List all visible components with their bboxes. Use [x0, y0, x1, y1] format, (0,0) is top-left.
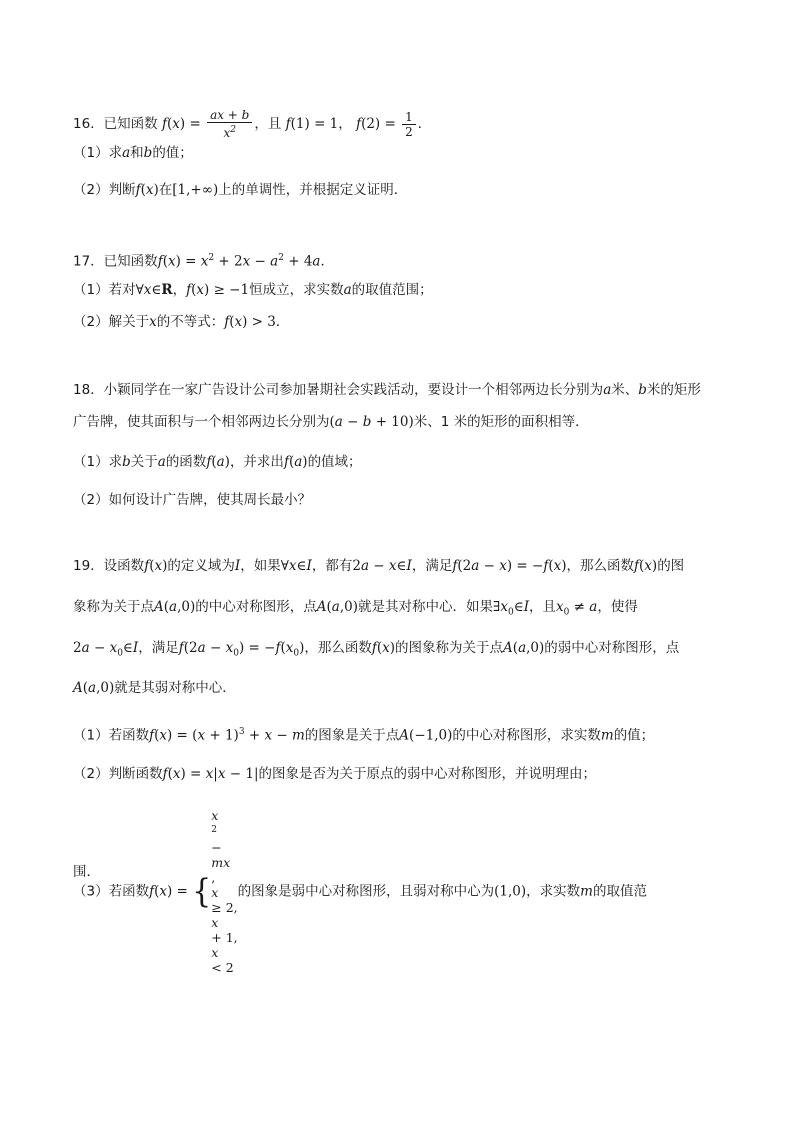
problem-19-part-1: （1）若函数$f(x) = (x + 1)^3 + x - m$的图象是关于点A(−1,0)的中心对称图形，求实数m的值；	[73, 727, 655, 744]
problem-18-part-1: （1）求b关于a的函数f(a)，并求出f(a)的值域；	[73, 454, 362, 470]
problem-16-part-2: （2）判断f(x)在[1,+∞)上的单调性，并根据定义证明．	[73, 182, 408, 198]
problem-17-part-2: （2）解关于x的不等式：f(x) > 3．	[73, 314, 290, 330]
problem-19-part-3: （3）若函数f(x) = { x $^2$ − mx , x ≥ 2, x + 1, x < 2 的图象是弱中心对称图形，且弱对称中心为(1,0)，求实数m的取值范	[73, 808, 647, 976]
problem-18-stem-line-2: 广告牌，使其面积与一个相邻两边长分别为(a − b + 10)米、1 米的矩形的面积相等．	[73, 414, 589, 430]
problem-16-stem: 16．已知函数 f(x) = $\frac{ax + b}{x^2}$ ，且 f(1) = 1， f(2) = $\frac{1}{2}$ ．	[73, 108, 432, 140]
problem-19-part-3-continued: 围．	[73, 864, 100, 880]
problem-19-stem-line-2: 象称为关于点A(a,0)的中心对称图形，点A(a,0)就是其对称中心．如果$\exists x_0\in I$，且$x_0 \ne a$，使得	[73, 599, 638, 618]
fraction-half: $\frac{1}{2}$	[402, 110, 416, 139]
piecewise-function: { x $^2$ − mx , x ≥ 2, x + 1, x < 2	[192, 808, 238, 976]
fraction: $\frac{ax + b}{x^2}$	[207, 108, 252, 140]
problem-17-part-1: （1）若对∀x∈R，f(x) ≥ −1恒成立，求实数a的取值范围；	[73, 282, 433, 298]
problem-18-stem-line-1: 18．小颖同学在一家广告设计公司参加暑期社会实践活动，要设计一个相邻两边长分别为a米、b米的矩形	[73, 382, 701, 398]
problem-19-stem-line-4: A(a,0)就是其弱对称中心．	[73, 680, 236, 696]
problem-16-part-1: （1）求a和b的值；	[73, 145, 193, 161]
problem-17-stem: 17．已知函数$f(x) = x^2 + 2x - a^2 + 4a$．	[73, 253, 334, 270]
problem-19-stem-line-1: 19．设函数f(x)的定义域为I，如果∀x∈I，都有2a − x∈I，满足f(2a − x) = −f(x)，那么函数f(x)的图	[73, 558, 685, 574]
problem-19-stem-line-3: $2a - x_0\in I$，满足$f(2a - x_0) = -f(x_0)$，那么函数f(x)的图象称为关于点A(a,0)的弱中心对称图形，点	[73, 640, 680, 659]
problem-19-part-2: （2）判断函数f(x) = x|x − 1|的图象是否为关于原点的弱中心对称图形，并说明理由；	[73, 766, 597, 782]
problem-18-part-2: （2）如何设计广告牌，使其周长最小？	[73, 492, 312, 508]
